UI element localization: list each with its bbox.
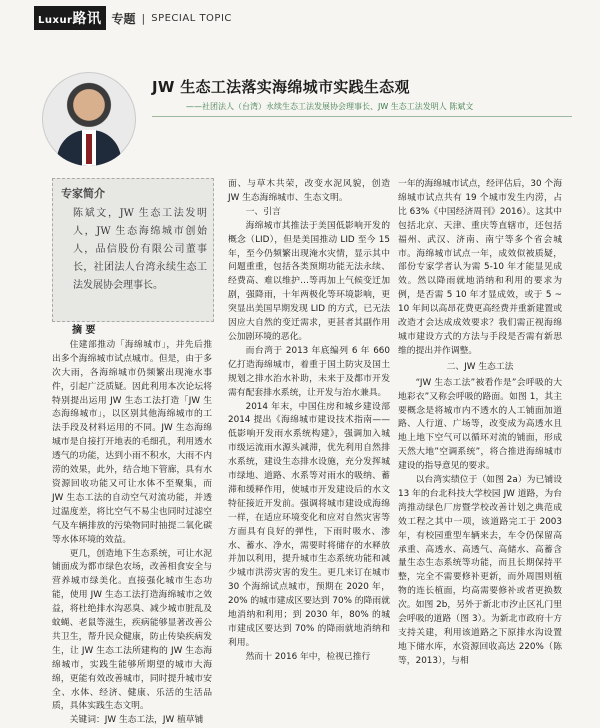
- col2-paragraph-2: 而台湾于 2013 年底编列 6 年 660 亿打造海绵城市，着重于国土防灾及国土规划之排水治水补助，未来于及都市开发需有配套排水系统，让开发与治水兼具。: [228, 345, 390, 398]
- keywords: 关键词：JW 生态工法，JW 植草铺: [69, 715, 204, 726]
- header-divider: |: [141, 11, 146, 25]
- col3-paragraph-1: “JW 生态工法”被看作是”会呼吸的大地彩衣”又称会呼吸的路面。如图 1，其主要概念是将城市内不透水的人工铺面加道路、人行道、广场等，改变成为高透水且地上地下空气可以循环对流的铺面，形成天然大地”空调系统”，将合推进海绵城市建设的指导意见的要求。: [398, 377, 562, 472]
- expert-bio-box: [52, 178, 214, 322]
- column-1: [52, 324, 212, 728]
- col2-paragraph-3: 2014 年末，中国住房和城乡建设部 2014 提出《海绵城市建设技术指南——低影响开发雨水系统构建》，强调加入城市级运流雨水源头减滞，优先利用自然排水系统，建设生态排水设施，充分发挥城市绿地、道路、水系等对雨水的吸纳、蓄滞和缓释作用，使城市开发建设后的水文特征接近开发前。强调将城市建设成海绵一样，在适应环境变化和应对自然灾害等方面具有良好的弹性，下雨时吸水、渗水、蓄水、净水，需要时将储存的水释放并加以利用，提升城市生态系统功能和减少城市洪涝灾害的发生。更几来订在城市 30 个海绵试点城市，预期在 2020 年，20% 的城市建成区要达到 70% 的降雨就地消纳和利用；到 2030 年，80% 的城市建成区要达到 70% 的降雨就地消纳和利用。: [228, 401, 390, 648]
- magazine-logo: Luxur路讯: [34, 6, 106, 30]
- article-byline: ——社团法人（台湾）永续生态工法发展协会理事长、JW 生态工法发明人 陈斌文: [186, 102, 474, 111]
- col2-paragraph-4: 然而十 2016 年中，检视已推行: [245, 651, 371, 662]
- col3-paragraph-2: 以台湾实绩位于（如图 2a）为已铺设 13 年的台北科技大学校园 JW 道路，为台湾推动绿色厂房暨学校改善计划之典范成效工程之其中一项，该道路完工于 2003 年，有校园重型车辆来去，车令仍保留高承重、高透水、高透气、高储水、高蓄含量生态生态系统等功能，而且长期保持平整，完全不需要修补更新，而外周围则植物的连长植面，均高需要修补或者更换数次。如图 2b，另外于新北市汐止区礼门里会呼吸的道路（图 3）。为新北市政府十方支持关建，利用该道路之下原排水沟设置地下储水库，水资源回收高达 220%（陈等，2013），与相: [398, 475, 562, 666]
- abstract-paragraph-1: 住建部推动「海绵城市」，并先后推出多个海绵城市试点城市。但是，由于多次大雨，各海绵城市仍频繁出现淹水事件，引起广泛质疑。因此利用本次论坛将特别提出运用 JW 生态工法打造「JW 生态海绵城市」，以区别其他海绵城市的工法手段及材料运用的不同。JW 生态海绵城市是自接打开地表的毛细孔，利用透水透气的功能，达到小雨不积水，大雨不内涝的效果，此外，结合地下管廊，具有水资源回收功能又可让水体不至聚集，而 JW 生态工法的自动空气对流功能，并透过温度差，将比空气不易尘也同时过滤空气及车辆排放的污染物同时抽提二氧化碳等水体环境的效益。: [52, 339, 212, 545]
- col2-paragraph-0: 面、与草木共荣，改变水泥风貌，创造 JW 生态海绵城市、生态文明。: [228, 179, 390, 203]
- abstract-paragraph-2: 更几，创造地下生态系统，可让水泥铺面成为都市绿色农场，改善相食安全与营养城市绿美化。直接强化城市生态功能，使用 JW 生态工法打造海绵城市之效益，将杜绝排水沟恶臭、减少城市脏乱及蚊蝇、老鼠等滋生，疾病能够显著改善公共卫生，帮升民众健康，防止传染疾病发生，让 JW 生态工法所建构的 JW 生态海绵城市，实践生能够所期望的城市大海绵，更能有效改善城市，同时提升城市安全、水体、经济、健康、乐活的生活品质，具体实践生态文明。: [52, 548, 212, 712]
- col3-paragraph-0: 一年的海绵城市试点，经评估后，30 个海绵城市试点共有 19 个城市发生内涝，占比 63%《中国经济周刊》2016）。这其中包括北京、天津、重庆等直辖市，还包括福州、武汉、济南、南宁等多个省会城市。海绵城市试点一年，成效似被质疑，部份专家学者认为需 5-10 年才能显见成效。然以降雨就地消纳和利用的要求为例，是否需 5 10 年才显成效，或于 5 ~ 10 年间以高昂花费更高经费并重新建置或改造才会达成成效要求？我们需正视海绵城市建设方式的方法与手段是否需有新思维的提出并作调整。: [398, 179, 562, 356]
- page-header: [34, 8, 232, 28]
- bio-text: 陈斌文，JW 生态工法发明人，JW 生态海绵城市创始人，品信股份有限公司董事长，社团法人台湾永续生态工法发展协会理事长。: [73, 208, 207, 291]
- column-3: [398, 178, 562, 669]
- section-heading-intro: 一、引言: [245, 206, 281, 217]
- section-english: SPECIAL TOPIC: [151, 12, 232, 24]
- article-title: JW 生态工法落实海绵城市实践生态观: [152, 78, 410, 96]
- bio-heading: 专家简介: [61, 187, 105, 200]
- section-label: 专题: [111, 11, 136, 26]
- column-2: [228, 178, 390, 665]
- author-portrait: [42, 72, 136, 166]
- section-heading-jw: 二、JW 生态工法: [446, 361, 514, 372]
- title-rule: [152, 116, 572, 117]
- abstract-label: 摘 要: [72, 325, 96, 336]
- col2-paragraph-1: 海绵城市其推法于美国低影响开发的概念（LID），但是美国推动 LID 至今 15 年，至今仍频繁出现淹水灾情，显示其中问题重重，包括各类预期功能无法永续、经费高、难以维护…等再加上气候变迁加剧，强降雨，十年两极化等环境影响，更突显出美国早期发现 LID 的方式，已无法因应大自然的变迁需求，更甚者其副作用公加剧环境的恶化。: [228, 220, 390, 342]
